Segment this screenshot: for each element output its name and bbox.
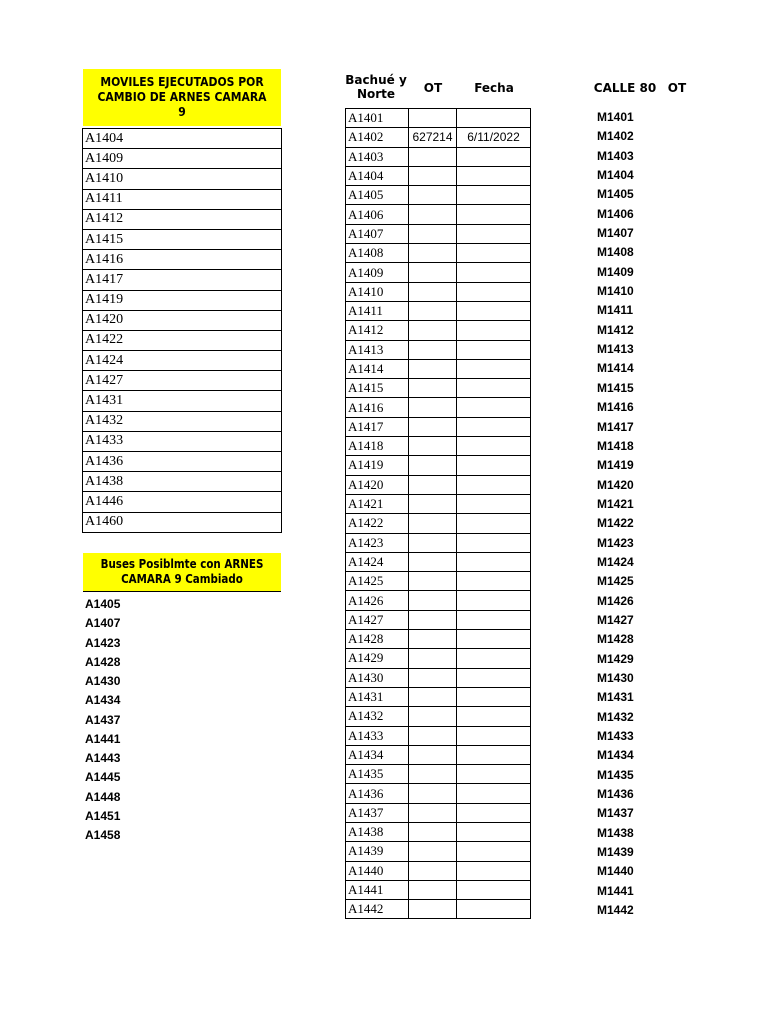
ejecutado-cell[interactable]: A1416 [83, 250, 282, 270]
ot-cell[interactable] [409, 649, 457, 668]
fecha-cell[interactable] [457, 533, 531, 552]
list-item[interactable]: M1405 [597, 187, 634, 202]
list-item[interactable]: M1421 [597, 496, 634, 511]
table-row [83, 391, 282, 411]
ot-cell[interactable] [409, 552, 457, 571]
list-item[interactable]: A1430 [85, 674, 121, 688]
list-item[interactable]: M1428 [597, 632, 634, 647]
list-item[interactable]: M1423 [597, 535, 634, 550]
table-row [346, 456, 531, 475]
list-item[interactable]: M1403 [597, 148, 634, 163]
table-row [346, 822, 531, 841]
ejecutado-cell[interactable]: A1446 [83, 492, 282, 512]
table-row [346, 900, 531, 919]
ot-cell[interactable] [409, 475, 457, 494]
ot-cell[interactable] [409, 186, 457, 205]
header-bachue: Bachué y Norte [345, 73, 407, 101]
table-row [83, 330, 282, 350]
header-ot-calle80: OT [667, 81, 687, 95]
ot-cell[interactable] [409, 340, 457, 359]
bus-id-cell[interactable]: A1409 [346, 263, 409, 282]
ot-cell[interactable] [409, 359, 457, 378]
ejecutado-cell[interactable]: A1411 [83, 189, 282, 209]
list-item[interactable]: M1436 [597, 787, 634, 802]
bus-id-cell[interactable]: A1416 [346, 398, 409, 417]
bus-id-cell[interactable]: A1439 [346, 842, 409, 861]
fecha-cell[interactable] [457, 552, 531, 571]
list-item[interactable]: M1420 [597, 477, 634, 492]
fecha-cell[interactable] [457, 301, 531, 320]
table-row [346, 842, 531, 861]
list-item[interactable]: M1409 [597, 264, 634, 279]
header-ot: OT [423, 81, 443, 95]
table-row [346, 610, 531, 629]
bus-id-cell[interactable]: A1404 [346, 166, 409, 185]
table-row [83, 411, 282, 431]
table-row [346, 726, 531, 745]
fecha-cell[interactable] [457, 630, 531, 649]
fecha-cell[interactable] [457, 707, 531, 726]
fecha-cell[interactable] [457, 494, 531, 513]
ot-cell[interactable] [409, 533, 457, 552]
fecha-cell[interactable] [457, 166, 531, 185]
ot-cell[interactable] [409, 630, 457, 649]
ot-cell[interactable] [409, 224, 457, 243]
calle80-list [597, 108, 657, 920]
fecha-cell[interactable] [457, 745, 531, 764]
table-row [346, 630, 531, 649]
ejecutado-cell[interactable]: A1417 [83, 270, 282, 290]
ot-cell[interactable] [409, 282, 457, 301]
fecha-cell[interactable] [457, 842, 531, 861]
list-item[interactable]: A1441 [85, 731, 121, 746]
ot-cell[interactable] [409, 456, 457, 475]
table-row [83, 351, 282, 371]
table-row [346, 880, 531, 899]
table-row [346, 784, 531, 803]
table-row [346, 244, 531, 263]
table-row [346, 765, 531, 784]
list-item[interactable]: M1401 [597, 110, 634, 124]
ejecutados-table [82, 128, 282, 533]
list-item[interactable]: A1407 [85, 616, 121, 631]
fecha-cell[interactable] [457, 687, 531, 706]
bus-id-cell[interactable]: A1413 [346, 340, 409, 359]
posibles-list [85, 595, 235, 845]
table-row [346, 552, 531, 571]
table-row [346, 417, 531, 436]
list-item[interactable]: M1416 [597, 400, 634, 415]
ejecutado-cell[interactable]: A1420 [83, 310, 282, 330]
bus-id-cell[interactable]: A1428 [346, 630, 409, 649]
table-row [346, 109, 531, 128]
bus-id-cell[interactable]: A1430 [346, 668, 409, 687]
ot-cell[interactable] [409, 803, 457, 822]
bus-id-cell[interactable]: A1414 [346, 359, 409, 378]
bus-id-cell[interactable]: A1418 [346, 437, 409, 456]
table-row [346, 649, 531, 668]
fecha-cell[interactable] [457, 224, 531, 243]
bachue-table [345, 108, 531, 919]
list-item[interactable]: M1408 [597, 245, 634, 260]
list-item[interactable]: A1443 [85, 751, 121, 765]
bus-id-cell[interactable]: A1432 [346, 707, 409, 726]
list-item[interactable]: M1417 [597, 419, 634, 434]
fecha-cell[interactable] [457, 803, 531, 822]
table-row [346, 301, 531, 320]
bus-id-cell[interactable]: A1419 [346, 456, 409, 475]
table-row [83, 250, 282, 270]
fecha-cell[interactable] [457, 263, 531, 282]
ot-cell[interactable] [409, 417, 457, 436]
list-item[interactable]: M1434 [597, 748, 634, 763]
fecha-cell[interactable] [457, 379, 531, 398]
list-item[interactable]: A1458 [85, 828, 121, 842]
table-row [346, 321, 531, 340]
bus-id-cell[interactable]: A1442 [346, 900, 409, 919]
list-item[interactable]: A1437 [85, 712, 121, 727]
fecha-cell[interactable] [457, 649, 531, 668]
table-row [83, 492, 282, 512]
table-row [346, 166, 531, 185]
table-row [346, 668, 531, 687]
fecha-cell[interactable] [457, 591, 531, 610]
bus-id-cell[interactable]: A1433 [346, 726, 409, 745]
table-row [83, 512, 282, 532]
ot-cell[interactable] [409, 842, 457, 861]
list-item[interactable]: M1414 [597, 361, 634, 376]
table-row [346, 514, 531, 533]
ot-cell[interactable] [409, 244, 457, 263]
ejecutado-cell[interactable]: A1404 [83, 129, 282, 149]
table-row [346, 591, 531, 610]
bus-id-cell[interactable]: A1406 [346, 205, 409, 224]
ejecutado-cell[interactable]: A1424 [83, 351, 282, 371]
fecha-cell[interactable] [457, 437, 531, 456]
ot-cell[interactable] [409, 572, 457, 591]
bus-id-cell[interactable]: A1411 [346, 301, 409, 320]
bus-id-cell[interactable]: A1438 [346, 822, 409, 841]
ot-cell[interactable] [409, 437, 457, 456]
ejecutado-cell[interactable]: A1427 [83, 371, 282, 391]
bus-id-cell[interactable]: A1417 [346, 417, 409, 436]
fecha-cell[interactable] [457, 244, 531, 263]
ot-cell[interactable] [409, 610, 457, 629]
table-row [83, 270, 282, 290]
list-item[interactable]: M1442 [597, 903, 634, 918]
list-item[interactable]: A1428 [85, 654, 121, 669]
ejecutado-cell[interactable]: A1432 [83, 411, 282, 431]
table-row [83, 229, 282, 249]
bus-id-cell[interactable]: A1412 [346, 321, 409, 340]
table-row [346, 282, 531, 301]
list-item[interactable]: M1433 [597, 729, 634, 743]
ot-cell[interactable] [409, 784, 457, 803]
table-row [346, 475, 531, 494]
bus-id-cell[interactable]: A1408 [346, 244, 409, 263]
fecha-cell[interactable] [457, 572, 531, 591]
fecha-cell[interactable] [457, 822, 531, 841]
list-item[interactable]: A1445 [85, 770, 121, 785]
list-item[interactable]: M1427 [597, 612, 634, 627]
bus-id-cell[interactable]: A1421 [346, 494, 409, 513]
bus-id-cell[interactable]: A1401 [346, 109, 409, 128]
bus-id-cell[interactable]: A1435 [346, 765, 409, 784]
list-item[interactable]: M1415 [597, 380, 634, 395]
posibles-title [83, 553, 281, 592]
list-item[interactable]: M1424 [597, 554, 634, 569]
ot-cell[interactable] [409, 514, 457, 533]
list-item[interactable]: M1404 [597, 168, 634, 183]
fecha-cell[interactable] [457, 456, 531, 475]
table-row [83, 431, 282, 451]
list-item[interactable]: A1448 [85, 789, 121, 804]
fecha-cell[interactable] [457, 205, 531, 224]
fecha-cell[interactable] [457, 726, 531, 745]
list-item[interactable]: A1434 [85, 693, 121, 708]
ot-cell[interactable] [409, 822, 457, 841]
table-row [346, 263, 531, 282]
fecha-cell[interactable] [457, 765, 531, 784]
table-row [83, 371, 282, 391]
fecha-cell[interactable] [457, 186, 531, 205]
ejecutado-cell[interactable]: A1433 [83, 431, 282, 451]
fecha-cell[interactable] [457, 282, 531, 301]
header-calle80: CALLE 80 [593, 81, 657, 95]
ejecutado-cell[interactable]: A1419 [83, 290, 282, 310]
ejecutado-cell[interactable]: A1431 [83, 391, 282, 411]
table-row [346, 147, 531, 166]
ot-cell[interactable] [409, 263, 457, 282]
list-item[interactable]: A1451 [85, 808, 121, 823]
table-row [346, 398, 531, 417]
bus-id-cell[interactable]: A1431 [346, 687, 409, 706]
list-item[interactable]: M1407 [597, 226, 634, 241]
bus-id-cell[interactable]: A1425 [346, 572, 409, 591]
fecha-cell[interactable] [457, 147, 531, 166]
ot-cell[interactable] [409, 707, 457, 726]
list-item[interactable]: M1412 [597, 322, 634, 337]
table-row [346, 745, 531, 764]
fecha-cell[interactable] [457, 321, 531, 340]
ot-cell[interactable] [409, 147, 457, 166]
table-row [83, 310, 282, 330]
table-row [346, 803, 531, 822]
bus-id-cell[interactable]: A1410 [346, 282, 409, 301]
table-row [83, 209, 282, 229]
list-item[interactable]: M1413 [597, 342, 634, 357]
ejecutado-cell[interactable]: A1438 [83, 472, 282, 492]
ejecutado-cell[interactable]: A1415 [83, 229, 282, 249]
ejecutado-cell[interactable]: A1409 [83, 149, 282, 169]
list-item[interactable]: M1441 [597, 883, 634, 898]
bus-id-cell[interactable]: A1424 [346, 552, 409, 571]
list-item[interactable]: M1429 [597, 651, 634, 666]
ot-cell[interactable] [409, 205, 457, 224]
ot-cell[interactable] [409, 494, 457, 513]
bus-id-cell[interactable]: A1403 [346, 147, 409, 166]
bus-id-cell[interactable]: A1429 [346, 649, 409, 668]
table-row [346, 687, 531, 706]
bus-id-cell[interactable]: A1407 [346, 224, 409, 243]
bus-id-cell[interactable]: A1441 [346, 880, 409, 899]
table-row [83, 129, 282, 149]
ot-cell[interactable] [409, 726, 457, 745]
bus-id-cell[interactable]: A1405 [346, 186, 409, 205]
list-item[interactable]: M1402 [597, 129, 634, 144]
ot-cell[interactable] [409, 109, 457, 128]
ejecutados-title [83, 69, 281, 126]
table-row [346, 572, 531, 591]
bus-id-cell[interactable]: A1423 [346, 533, 409, 552]
fecha-cell[interactable] [457, 610, 531, 629]
ot-cell[interactable] [409, 591, 457, 610]
fecha-cell[interactable] [457, 109, 531, 128]
ejecutado-cell[interactable]: A1410 [83, 169, 282, 189]
list-item[interactable]: M1435 [597, 767, 634, 782]
posibles-title-text: Buses Posiblmte con ARNES CAMARA 9 Cambiado [100, 557, 264, 586]
ot-cell[interactable] [409, 668, 457, 687]
table-row [346, 128, 531, 147]
bus-id-cell[interactable]: A1437 [346, 803, 409, 822]
bus-id-cell[interactable]: A1436 [346, 784, 409, 803]
list-item[interactable]: M1411 [597, 303, 634, 318]
ejecutados-title-text: MOVILES EJECUTADOS POR CAMBIO DE ARNES CAMARA 9 [97, 75, 267, 119]
bus-id-cell[interactable]: A1422 [346, 514, 409, 533]
table-row [83, 290, 282, 310]
list-item[interactable]: M1410 [597, 284, 634, 299]
ejecutado-cell[interactable]: A1436 [83, 452, 282, 472]
list-item[interactable]: M1431 [597, 690, 634, 705]
bus-id-cell[interactable]: A1440 [346, 861, 409, 880]
list-item[interactable]: M1440 [597, 864, 634, 879]
fecha-cell[interactable] [457, 359, 531, 378]
ot-cell[interactable] [409, 900, 457, 919]
table-row [83, 472, 282, 492]
ejecutado-cell[interactable]: A1460 [83, 512, 282, 532]
fecha-cell[interactable] [457, 900, 531, 919]
table-row [346, 379, 531, 398]
ot-cell[interactable] [409, 745, 457, 764]
list-item[interactable]: M1437 [597, 806, 634, 821]
bus-id-cell[interactable]: A1426 [346, 591, 409, 610]
table-row [346, 340, 531, 359]
fecha-cell[interactable] [457, 340, 531, 359]
header-fecha: Fecha [474, 81, 514, 95]
list-item[interactable]: M1432 [597, 709, 634, 724]
ejecutado-cell[interactable]: A1412 [83, 209, 282, 229]
list-item[interactable]: M1406 [597, 206, 634, 221]
table-row [346, 205, 531, 224]
fecha-cell[interactable] [457, 514, 531, 533]
table-row [83, 189, 282, 209]
fecha-cell[interactable]: 6/11/2022 [457, 128, 531, 147]
fecha-cell[interactable] [457, 861, 531, 880]
list-item[interactable]: A1423 [85, 635, 121, 650]
table-row [346, 494, 531, 513]
list-item[interactable]: M1439 [597, 845, 634, 860]
fecha-cell[interactable] [457, 668, 531, 687]
ejecutado-cell[interactable]: A1422 [83, 330, 282, 350]
table-row [346, 861, 531, 880]
bus-id-cell[interactable]: A1402 [346, 128, 409, 147]
ot-cell[interactable] [409, 398, 457, 417]
fecha-cell[interactable] [457, 398, 531, 417]
ot-cell[interactable] [409, 687, 457, 706]
table-row [346, 707, 531, 726]
table-row [83, 169, 282, 189]
fecha-cell[interactable] [457, 784, 531, 803]
list-item[interactable]: A1405 [85, 597, 121, 611]
table-row [346, 224, 531, 243]
list-item[interactable]: M1422 [597, 516, 634, 531]
bus-id-cell[interactable]: A1420 [346, 475, 409, 494]
table-row [346, 437, 531, 456]
table-row [83, 149, 282, 169]
bus-id-cell[interactable]: A1427 [346, 610, 409, 629]
list-item[interactable]: M1438 [597, 825, 634, 840]
list-item[interactable]: M1426 [597, 593, 634, 608]
list-item[interactable]: M1418 [597, 438, 634, 453]
table-row [83, 452, 282, 472]
list-item[interactable]: M1419 [597, 458, 634, 473]
ot-cell[interactable] [409, 301, 457, 320]
table-row [346, 533, 531, 552]
ot-cell[interactable] [409, 765, 457, 784]
bus-id-cell[interactable]: A1415 [346, 379, 409, 398]
list-item[interactable]: M1425 [597, 574, 634, 589]
ot-cell[interactable] [409, 880, 457, 899]
fecha-cell[interactable] [457, 475, 531, 494]
ot-cell[interactable] [409, 379, 457, 398]
table-row [346, 186, 531, 205]
fecha-cell[interactable] [457, 417, 531, 436]
table-row [346, 359, 531, 378]
ot-cell[interactable] [409, 166, 457, 185]
ot-cell[interactable]: 627214 [409, 128, 457, 147]
fecha-cell[interactable] [457, 880, 531, 899]
bus-id-cell[interactable]: A1434 [346, 745, 409, 764]
ot-cell[interactable] [409, 321, 457, 340]
ot-cell[interactable] [409, 861, 457, 880]
list-item[interactable]: M1430 [597, 670, 634, 685]
